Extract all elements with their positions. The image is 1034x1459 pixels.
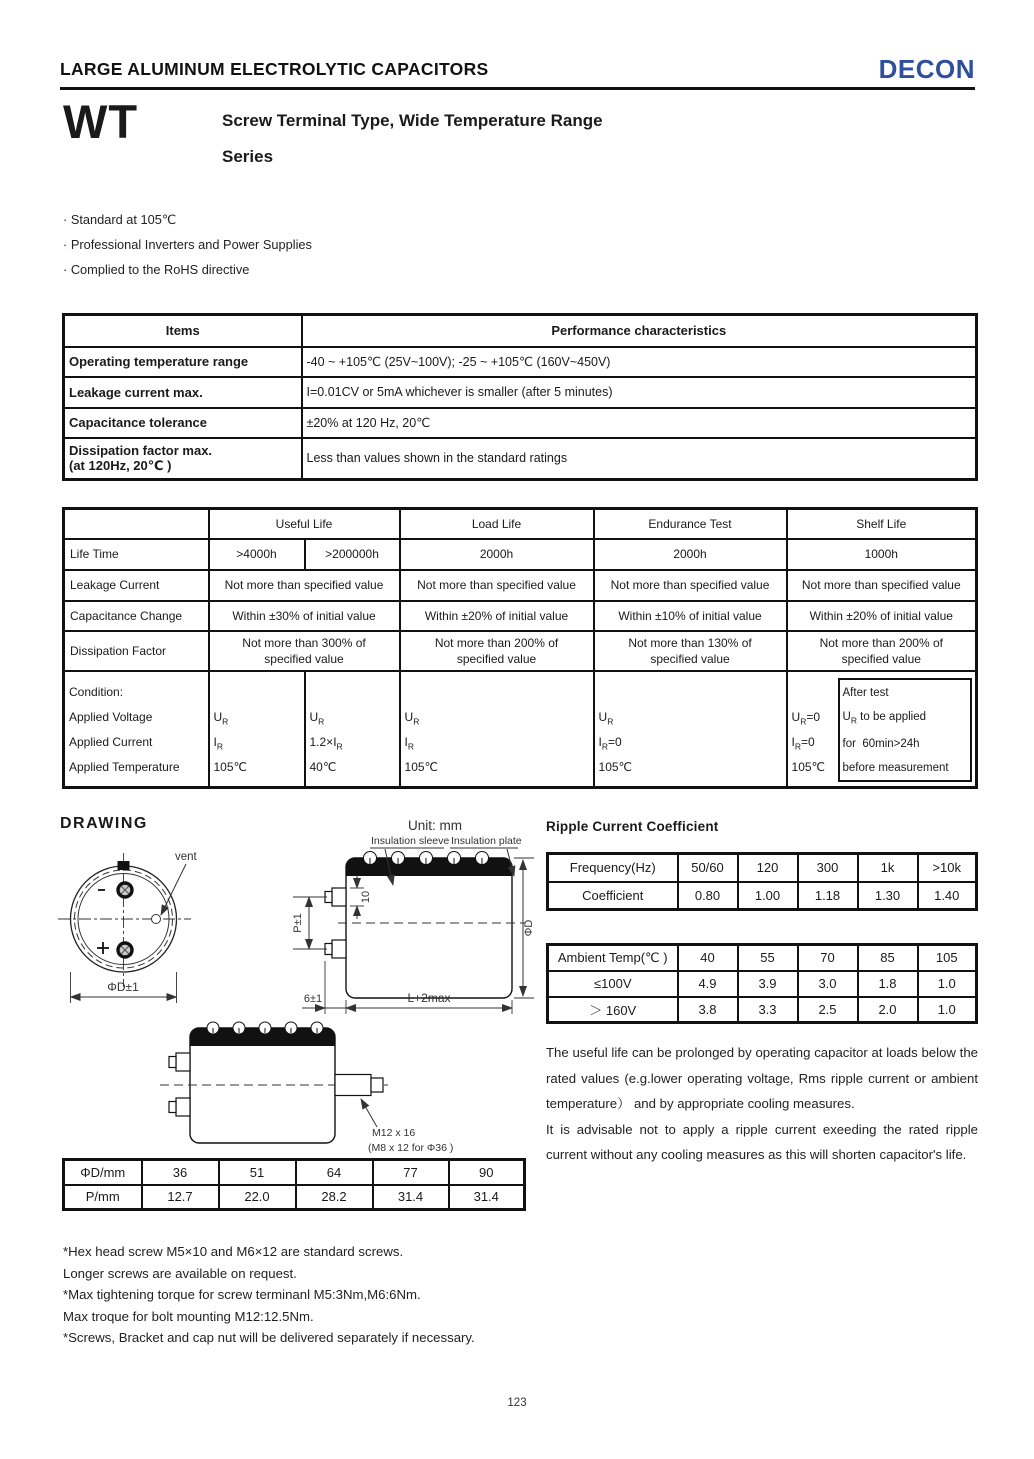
life-time-label: Life Time xyxy=(64,539,209,570)
capchange-label: Capacitance Change xyxy=(64,601,209,631)
ambient-header: Ambient Temp(℃ ) xyxy=(548,945,678,971)
freq-header: Frequency(Hz) xyxy=(548,854,678,882)
applied-current-value: $I_R=0$ xyxy=(598,734,622,751)
life-time-useful-b: >200000h xyxy=(305,539,400,570)
condition-label: Applied Current xyxy=(69,734,153,749)
insulation-plate-label: Insulation plate xyxy=(451,835,522,847)
dia-label: ΦD xyxy=(523,919,535,937)
dim-value: 22.0 xyxy=(219,1185,296,1210)
perf-item: Operating temperature range xyxy=(64,347,302,377)
coeff-value: 1.00 xyxy=(738,882,798,910)
stud-view xyxy=(160,1022,388,1143)
applied-temp-value: 40℃ xyxy=(309,759,337,774)
dim-value: 90 xyxy=(449,1160,525,1185)
footnote-line: *Screws, Bracket and cap nut will be delivered separately if necessary. xyxy=(63,1330,475,1346)
footnote-line: Longer screws are available on request. xyxy=(63,1265,297,1281)
perf-header-items: Items xyxy=(64,315,302,347)
perf-item-line1: Dissipation factor max. xyxy=(69,443,213,459)
stud-size-note: (M8 x 12 for Φ36 ) xyxy=(368,1142,454,1154)
dissipation-shelf xyxy=(787,631,977,671)
brand-logo: DECON xyxy=(878,54,975,84)
capacitor-drawing xyxy=(55,830,535,1163)
life-header-endurance: Endurance Test xyxy=(594,509,787,539)
applied-temp-value: 105℃ xyxy=(213,759,247,774)
drawing-title: DRAWING xyxy=(60,815,148,832)
unit-label: Unit: mm xyxy=(408,818,462,833)
coeff-value: 1.30 xyxy=(858,882,918,910)
mounting-stud xyxy=(335,1075,383,1096)
life-time-endurance: 2000h xyxy=(594,539,787,570)
condition-label: Applied Temperature xyxy=(69,759,180,774)
condition-useful-b xyxy=(305,671,400,788)
ambient-row-label: ＞ 160V xyxy=(548,997,678,1023)
capchange-shelf: Within ±20% of initial value xyxy=(787,601,977,631)
doc-title: LARGE ALUMINUM ELECTROLYTIC CAPACITORS xyxy=(60,59,489,79)
polarity-mark xyxy=(118,861,130,870)
condition-shelf xyxy=(787,671,977,788)
dim-6-label: 6±1 xyxy=(303,993,323,1005)
feature-list xyxy=(63,207,312,282)
dissipation-useful xyxy=(209,631,400,671)
applied-current-value: $I_R$ xyxy=(404,734,414,751)
coeff-value: 1.18 xyxy=(798,882,858,910)
performance-table xyxy=(62,313,978,481)
dissipation-load-text: Not more than 200% of specified value xyxy=(434,635,559,666)
stud-size-label: M12 x 16 xyxy=(372,1127,416,1139)
ambient-col: 85 xyxy=(858,945,918,971)
ambient-value: 3.8 xyxy=(678,997,738,1023)
dissipation-useful-text: Not more than 300% of specified value xyxy=(242,635,366,666)
dissipation-shelf-text: Not more than 200% of specified value xyxy=(819,635,943,666)
applied-voltage-value: $U_R$ xyxy=(213,709,229,726)
footnotes xyxy=(63,1241,475,1349)
dissipation-label: Dissipation Factor xyxy=(64,631,209,671)
ambient-value: 1.8 xyxy=(858,971,918,997)
condition-load xyxy=(400,671,594,788)
ambient-value: 3.9 xyxy=(738,971,798,997)
after-test-line: before measurement xyxy=(842,761,949,774)
ambient-col: 105 xyxy=(918,945,977,971)
footnote-line: Max troque for bolt mounting M12:12.5Nm. xyxy=(63,1308,314,1324)
footnote-line: *Max tightening torque for screw terminanl M5:3Nm,M6:6Nm. xyxy=(63,1287,421,1303)
condition-useful-a xyxy=(209,671,305,788)
feature-item: · Standard at 105℃ xyxy=(63,212,177,227)
ambient-value: 1.0 xyxy=(918,997,977,1023)
applied-voltage-value: $U_R$ xyxy=(404,709,420,726)
condition-labels xyxy=(64,671,209,788)
coeff-value: 0.80 xyxy=(678,882,738,910)
coeff-label: Coefficient xyxy=(548,882,678,910)
after-test-line: $U_R$ to be applied xyxy=(842,710,927,725)
applied-voltage-value: $U_R$ xyxy=(309,709,325,726)
perf-value: Less than values shown in the standard ratings xyxy=(302,438,977,480)
dim-value: 36 xyxy=(142,1160,219,1185)
dim-value: 28.2 xyxy=(296,1185,373,1210)
perf-item: Leakage current max. xyxy=(64,377,302,408)
ambient-value: 2.0 xyxy=(858,997,918,1023)
ambient-value: 1.0 xyxy=(918,971,977,997)
dissipation-endurance-text: Not more than 130% of specified value xyxy=(628,635,752,666)
dim-value: 31.4 xyxy=(373,1185,449,1210)
capchange-load: Within ±20% of initial value xyxy=(400,601,594,631)
vent-label: vent xyxy=(175,851,197,863)
perf-header-characteristics: Performance characteristics xyxy=(302,315,977,347)
vent-hole xyxy=(152,915,161,924)
dim-value: 31.4 xyxy=(449,1185,525,1210)
insulation-sleeve-label: Insulation sleeve xyxy=(371,835,450,847)
perf-value: ±20% at 120 Hz, 20℃ xyxy=(302,408,977,438)
life-header-load: Load Life xyxy=(400,509,594,539)
leakage-useful: Not more than specified value xyxy=(209,570,400,601)
life-time-useful-a: >4000h xyxy=(209,539,305,570)
after-test-line: for 60min>24h xyxy=(842,737,920,750)
leakage-endurance: Not more than specified value xyxy=(594,570,787,601)
life-table xyxy=(62,507,978,789)
condition-endurance xyxy=(594,671,787,788)
applied-current-value: $I_R$ xyxy=(213,734,223,751)
page-number: 123 xyxy=(507,1397,527,1409)
applied-temp-value: 105℃ xyxy=(404,759,439,774)
coeff-value: 1.40 xyxy=(918,882,977,910)
after-test-line: After test xyxy=(842,686,889,699)
condition-label: Condition: xyxy=(69,684,124,699)
footnote-line: *Hex head screw M5×10 and M6×12 are standard screws. xyxy=(63,1244,404,1259)
series-subtitle-line2: Series xyxy=(222,147,274,166)
applied-voltage-value: $U_R$ xyxy=(598,709,614,726)
side-view xyxy=(293,848,534,1014)
life-header-useful: Useful Life xyxy=(209,509,400,539)
dim-value: 12.7 xyxy=(142,1185,219,1210)
perf-item: Capacitance tolerance xyxy=(64,408,302,438)
freq-col: 120 xyxy=(738,854,798,882)
series-subtitle xyxy=(222,103,782,175)
life-note-paragraph: The useful life can be prolonged by operating capacitor at loads below the rated values (e.g.lower operating voltage, Rms ripple current or ambient temperature） and by appropriate cooling measures. xyxy=(546,1045,978,1111)
freq-col: >10k xyxy=(918,854,977,882)
applied-voltage-value: $U_R=0$ xyxy=(791,709,821,726)
applied-temp-value: 105℃ xyxy=(598,759,633,774)
leakage-label: Leakage Current xyxy=(64,570,209,601)
dim-value: 77 xyxy=(373,1160,449,1185)
ambient-value: 4.9 xyxy=(678,971,738,997)
applied-current-value: $1.2\times I_R$ xyxy=(309,734,343,751)
dim-value: 51 xyxy=(219,1160,296,1185)
negative-terminal xyxy=(118,883,132,897)
condition-label: Applied Voltage xyxy=(69,709,153,724)
feature-item: · Complied to the RoHS directive xyxy=(63,262,250,277)
life-note xyxy=(546,1040,978,1168)
life-header-empty xyxy=(64,509,209,539)
perf-value: I=0.01CV or 5mA whichever is smaller (after 5 minutes) xyxy=(302,377,977,408)
feature-item: · Professional Inverters and Power Supplies xyxy=(63,237,312,252)
leakage-load: Not more than specified value xyxy=(400,570,594,601)
diameter-dim-label: ΦD±1 xyxy=(107,980,139,994)
leakage-shelf: Not more than specified value xyxy=(787,570,977,601)
capchange-endurance: Within ±10% of initial value xyxy=(594,601,787,631)
freq-col: 50/60 xyxy=(678,854,738,882)
ambient-value: 2.5 xyxy=(798,997,858,1023)
ambient-table xyxy=(546,943,978,1024)
ambient-value: 3.0 xyxy=(798,971,858,997)
positive-terminal xyxy=(118,943,132,957)
frequency-table xyxy=(546,852,978,911)
life-note-paragraph: It is advisable not to apply a ripple current exeeding the rated ripple current without any cooling measures as this will shorten capacitor's life. xyxy=(546,1121,978,1162)
dimension-table xyxy=(62,1158,526,1211)
series-code: WT xyxy=(63,95,139,148)
life-time-shelf: 1000h xyxy=(787,539,977,570)
after-test-box xyxy=(838,678,972,782)
plus-sign xyxy=(97,942,109,954)
header-rule xyxy=(60,87,975,90)
ambient-col: 55 xyxy=(738,945,798,971)
freq-col: 1k xyxy=(858,854,918,882)
perf-item xyxy=(64,438,302,480)
dim-value: 64 xyxy=(296,1160,373,1185)
perf-item-line2: (at 120Hz, 20℃ ) xyxy=(69,458,172,474)
dim-row-label: ΦD/mm xyxy=(64,1160,142,1185)
freq-col: 300 xyxy=(798,854,858,882)
ambient-col: 70 xyxy=(798,945,858,971)
perf-value: -40 ~ +105℃ (25V~100V); -25 ~ +105℃ (160V~450V) xyxy=(302,347,977,377)
life-time-load: 2000h xyxy=(400,539,594,570)
ambient-value: 3.3 xyxy=(738,997,798,1023)
ripple-title: Ripple Current Coefficient xyxy=(546,819,719,834)
dissipation-load xyxy=(400,631,594,671)
capchange-useful: Within ±30% of initial value xyxy=(209,601,400,631)
dissipation-endurance xyxy=(594,631,787,671)
length-dim-label: L+2max xyxy=(407,991,451,1005)
life-header-shelf: Shelf Life xyxy=(787,509,977,539)
dim-row-label: P/mm xyxy=(64,1185,142,1210)
ambient-row-label: ≤100V xyxy=(548,971,678,997)
dim-10-label: 10 xyxy=(360,890,372,904)
series-subtitle-line1: Screw Terminal Type, Wide Temperature Range xyxy=(222,111,603,130)
ambient-col: 40 xyxy=(678,945,738,971)
applied-current-value: $I_R=0$ xyxy=(791,734,815,751)
p-dim-label: P±1 xyxy=(292,913,304,933)
applied-temp-value: 105℃ xyxy=(791,759,826,774)
